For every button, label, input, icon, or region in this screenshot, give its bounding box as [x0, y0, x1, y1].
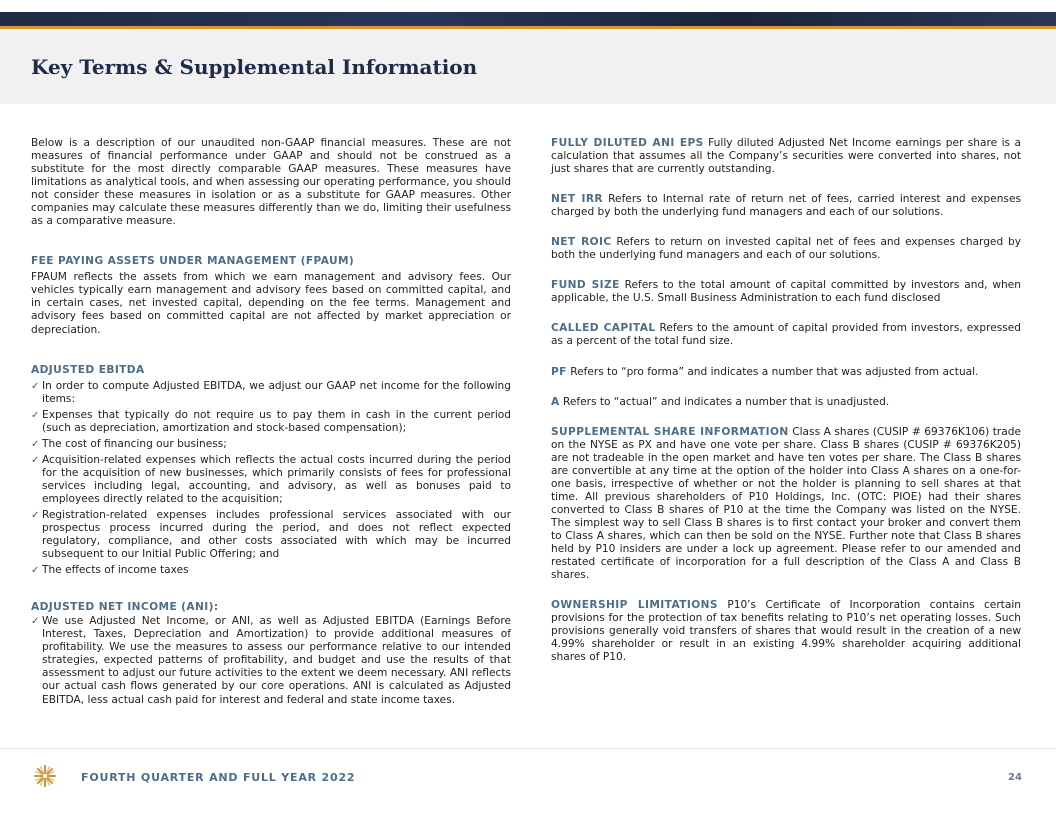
page-number: 24: [1008, 772, 1022, 783]
adjusted-ebitda-heading: ADJUSTED EBITDA: [31, 363, 145, 376]
list-item: ✓ We use Adjusted Net Income, or ANI, as well as Adjusted EBITDA (Earnings Before Interest, Taxes, Depreciation and Amortization) to provide additional measures of profitability. We use the measures to assess our performance relative to our intended strategies, expected patterns of profitability, and budget and use the results of that assessment to adjust our future activities to the extent we deem necessary. ANI reflects our actual cash flows generated by our core operations. ANI is calculated as Adjusted EBITDA, less actual cash paid for interest and federal and state income taxes.: [31, 615, 511, 706]
fpaum-body: FPAUM reflects the assets from which we earn management and advisory fees. Our vehicles typically earn management and advisory fees based on committed capital, and in certain cases, net invested capital, depending on the fee terms. Management and advisory fees based on committed capital are not affected by market appreciation or depreciation.: [31, 271, 511, 336]
checkmark-icon: ✓: [31, 509, 40, 521]
term-label: PF: [551, 365, 567, 378]
right-column: [551, 137, 1021, 664]
page-title: Key Terms & Supplemental Information: [31, 55, 478, 79]
list-item: ✓ Acquisition-related expenses which reflects the actual costs incurred during the period for the acquisition of new businesses, which primarily consists of fees for professional services including legal, accounting, and advisory, as well as bonuses paid to employees directly related to the acquisition;: [31, 453, 511, 505]
left-column: [31, 137, 511, 710]
intro-paragraph: Below is a description of our unaudited non-GAAP financial measures. These are not measures of financial performance under GAAP and should not be construed as a substitute for the most directly comparable GAAP measures. These measures have limitations as analytical tools, and when assessing our operating performance, you should not consider these measures in isolation or as a substitute for GAAP measures. Other companies may calculate these measures differently than we do, limiting their usefulness as a comparative measure.: [31, 137, 511, 228]
checkmark-icon: ✓: [31, 380, 40, 392]
list-item: ✓ In order to compute Adjusted EBITDA, we adjust our GAAP net income for the following items:: [31, 379, 511, 405]
term-fund-size: FUND SIZE Refers to the total amount of capital committed by investors and, when applicable, the U.S. Small Business Administration to each fund disclosed: [551, 279, 1021, 305]
checkmark-icon: ✓: [31, 616, 40, 628]
term-pf: PF Refers to “pro forma” and indicates a number that was adjusted from actual.: [551, 365, 979, 378]
term-net-irr: NET IRR Refers to Internal rate of return net of fees, carried interest and expenses charged by both the underlying fund managers and each of our solutions.: [551, 193, 1021, 219]
list-item: ✓ The effects of income taxes: [31, 564, 189, 577]
checkmark-icon: ✓: [31, 409, 40, 421]
checkmark-icon: ✓: [31, 454, 40, 466]
term-called-capital: CALLED CAPITAL Refers to the amount of capital provided from investors, expressed as a percent of the total fund size.: [551, 322, 1021, 348]
footer-divider: [0, 748, 1056, 749]
list-item: ✓ Registration-related expenses includes professional services associated with our prospectus process incurred during the period, and does not reflect expected regulatory, compliance, and other costs associated with which may be incurred subsequent to our Initial Public Offering; and: [31, 508, 511, 561]
checkmark-icon: ✓: [31, 438, 40, 450]
term-label: FULLY DILUTED ANI EPS: [551, 137, 704, 149]
term-fully-diluted-ani-eps: FULLY DILUTED ANI EPS Fully diluted Adjusted Net Income earnings per share is a calculation that assumes all the Company’s securities were converted into shares, not just shares that are currently outstanding.: [551, 137, 1022, 176]
term-label: FUND SIZE: [551, 279, 620, 292]
adjusted-net-income-heading: ADJUSTED NET INCOME (ANI):: [31, 601, 219, 614]
adjusted-ebitda-list: [31, 380, 511, 578]
term-supplemental-share-information: SUPPLEMENTAL SHARE INFORMATION Class A shares (CUSIP # 69376K106) trade on the NYSE as PX and have one vote per share. Class B shares (CUSIP # 69376K205) are not tradeable in the open market and have ten votes per share. The Class B shares are convertible at any time at the option of the holder into Class A shares on a one-for-one basis, irrespective of whether or not the holder is planning to sell shares at that time. All previous shareholders of P10 Holdings, Inc. (OTC: PIOE) had their shares converted to Class B shares of P10 at the time the Company was listed on the NYSE. The simplest way to sell Class B shares is to first contact your broker and convert them to Class A shares, which can then be sold on the NYSE. Further note that Class B shares held by P10 insiders are under a lock up agreement. Please refer to our amended and restated certificate of incorporation for a full description of the Class A and Class B shares.: [551, 425, 1021, 582]
starburst-logo-icon: [33, 764, 57, 788]
checkmark-icon: ✓: [31, 565, 40, 577]
term-label: OWNERSHIP LIMITATIONS: [551, 599, 718, 612]
term-net-roic: NET ROIC Refers to return on invested capital net of fees and expenses charged by both the underlying fund managers and each of our solutions.: [551, 236, 1021, 262]
list-item: ✓ The cost of financing our business;: [31, 437, 227, 450]
fpaum-heading: FEE PAYING ASSETS UNDER MANAGEMENT (FPAUM): [31, 255, 355, 268]
term-label: NET IRR: [551, 193, 603, 206]
term-label: CALLED CAPITAL: [551, 322, 656, 335]
adjusted-net-income-list: [31, 615, 511, 706]
term-ownership-limitations: OWNERSHIP LIMITATIONS P10’s Certificate of Incorporation contains certain provisions for the protection of tax benefits relating to P10’s net operating losses. Such provisions generally void transfers of shares that would result in the creation of a new 4.99% shareholder or result in an existing 4.99% shareholder acquiring additional shares of P10.: [551, 599, 1021, 664]
term-a: A Refers to “actual” and indicates a number that is unadjusted.: [551, 395, 890, 408]
term-label: SUPPLEMENTAL SHARE INFORMATION: [551, 425, 789, 438]
term-label: A: [551, 395, 560, 408]
list-item: ✓ Expenses that typically do not require us to pay them in cash in the current period (such as depreciation, amortization and stock-based compensation);: [31, 408, 511, 434]
top-banner: [0, 12, 1056, 26]
footer-label: FOURTH QUARTER AND FULL YEAR 2022: [81, 771, 356, 784]
term-label: NET ROIC: [551, 236, 612, 249]
